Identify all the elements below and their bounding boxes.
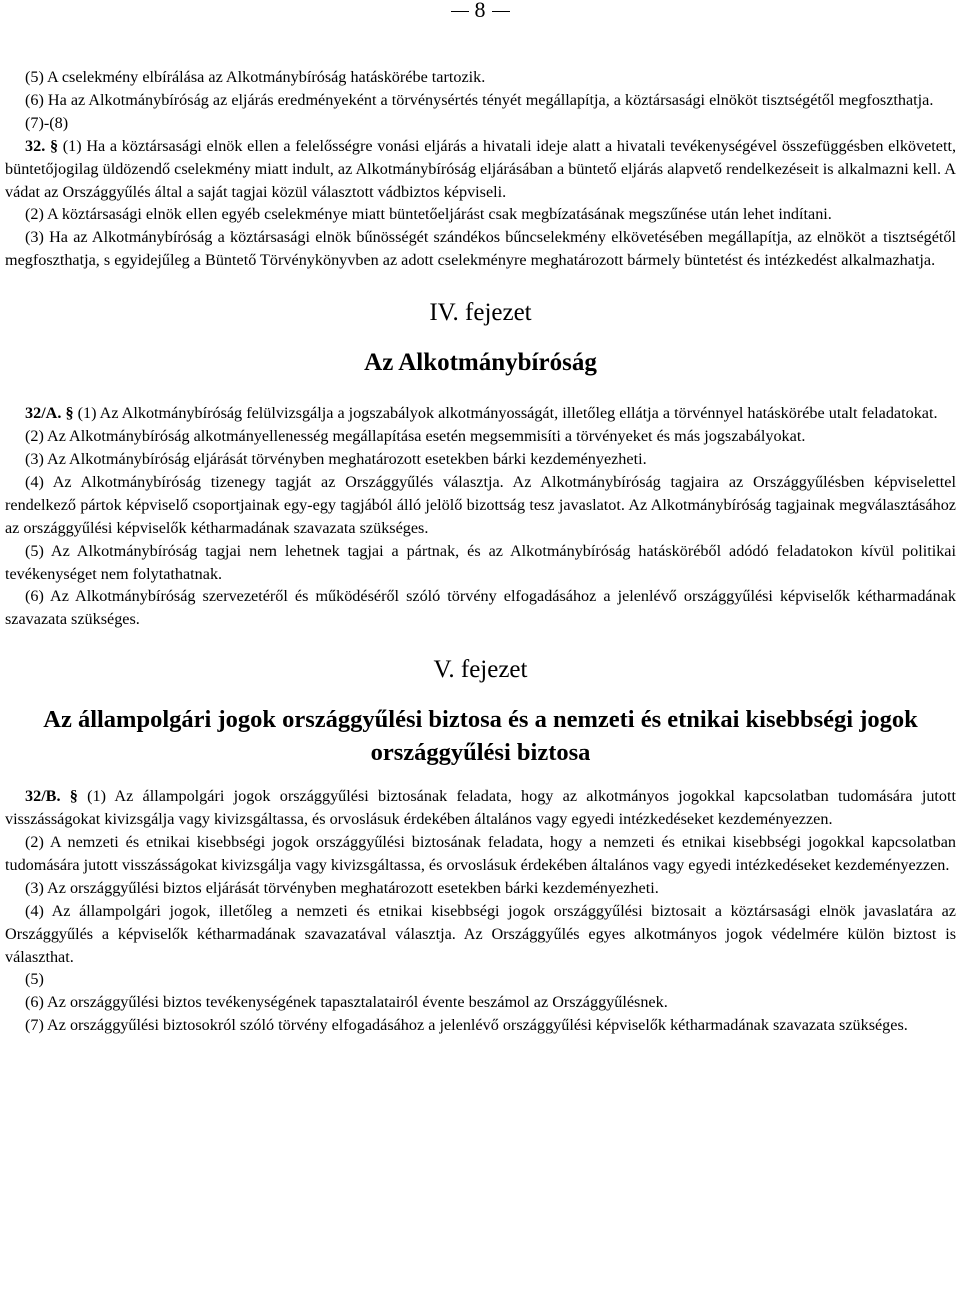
section-number: 32. § [25,136,59,155]
chapter-4-number: IV. fejezet [429,299,532,327]
paragraph-7-8: (7)-(8) [25,113,69,132]
section-32b-para-1: 32/B. § (1) Az állampolgári jogok országgyűlési biztosának feladata, hogy az alkotmányos jogokkal kapcsolatban tudomására jutott visszásságokat kivizsgálja vagy kivizsgáltassa, és orvoslásuk érdekében általános vagy egyedi intézkedéseket kezdeményezzen. [5,787,956,829]
section-32a-para-2: (2) Az Alkotmánybíróság alkotmányellenesség megállapítása esetén megsemmisíti a törvényeket és más jogszabályokat. [25,427,806,446]
section-32b-para-5: (5) [25,970,44,989]
page-number-dash-left [451,11,469,12]
section-32-para-2: (2) A köztársasági elnök ellen egyéb cselekménye miatt büntetőeljárást csak megbízatásának megszűnése után lehet indítani. [25,205,832,224]
paragraph-5: (5) A cselekmény elbírálása az Alkotmánybíróság hatáskörébe tartozik. [25,68,486,86]
chapter-4-title: Az Alkotmánybíróság [364,349,597,377]
section-number: 32/A. § [25,404,74,423]
chapter-5-title: Az állampolgári jogok országgyűlési biztosa és a nemzeti és etnikai kisebbségi jogok országgyűlési biztosa [43,706,918,767]
paragraph-6: (6) Ha az Alkotmánybíróság az eljárás eredményeként a törvénysértés tényét megállapítja, a köztársasági elnököt tisztségétől megfoszthatja. [25,90,934,109]
section-32a-para-5: (5) Az Alkotmánybíróság tagjai nem lehetnek tagjai a pártnak, és az Alkotmánybíróság hatásköréből adódó feladatokon kívül politikai tevékenységet nem folytathatnak. [5,541,956,583]
section-number: 32/B. § [25,787,78,806]
section-32b-para-7: (7) Az országgyűlési biztosokról szóló törvény elfogadásához a jelenlévő országgyűlési képviselők kétharmadának szavazata szükséges. [25,1016,908,1035]
page-number-value: 8 [474,0,486,22]
page-number [0,0,960,22]
section-32b-para-6: (6) Az országgyűlési biztos tevékenységének tapasztalatairól évente beszámol az Országgyűlésnek. [25,993,668,1012]
section-32a-para-1: 32/A. § (1) Az Alkotmánybíróság felülvizsgálja a jogszabályok alkotmányosságát, illetőleg ellátja a törvénnyel hatáskörébe utalt feladatokat. [25,404,938,423]
section-32-para-1: 32. § (1) Ha a köztársasági elnök ellen a felelősségre vonási eljárás a hivatali ideje alatt a hivatali tevékenységével összefüggésben elkövetett, büntetőjogilag üldözendő cselekmény miatt indult, az Alkotmánybíróság eljárásában a büntető eljárás alapvető rendelkezéseit is alkalmazni kell. A vádat az Országgyűlés által a saját tagjai közül választott vádbiztos képviseli. [5,136,957,201]
document-body [5,66,956,1037]
section-32-para-3: (3) Ha az Alkotmánybíróság a köztársasági elnök bűnösségét szándékos bűncselekmény elkövetésében megállapítja, az elnököt a tisztségétől megfoszthatja, s egyidejűleg a Büntető Törvénykönyvben az adott cselekményre meghatározott bármely büntetést és intézkedést alkalmazhatja. [5,228,956,270]
section-32b-para-3: (3) Az országgyűlési biztos eljárását törvényben meghatározott esetekben bárki kezdeményezheti. [25,878,659,897]
section-32a-para-4: (4) Az Alkotmánybíróság tizenegy tagját az Országgyűlés választja. Az Alkotmánybíróság tagjaira az Országgyűlésben képviselettel rendelkező pártok képviselő csoportjainak egy-egy tagjából álló jelölő bizottság tesz javaslatot. Az Alkotmánybíróság tagjainak megválasztásához az országgyűlési képviselők kétharmadának szavazata szükséges. [5,472,956,537]
chapter-5-number: V. fejezet [433,656,528,684]
section-32b-para-2: (2) A nemzeti és etnikai kisebbségi jogok országgyűlési biztosának feladata, hogy a nemzeti és etnikai kisebbségi jogokkal kapcsolatban tudomására jutott visszásságokat kivizsgálja vagy kivizsgáltassa, és orvoslásuk érdekében általános vagy egyedi intézkedéseket kezdeményezzen. [5,833,956,874]
page-number-dash-right [492,11,510,12]
section-32a-para-6: (6) Az Alkotmánybíróság szervezetéről és működéséről szóló törvény elfogadásához a jelenlévő országgyűlési képviselők kétharmadának szavazata szükséges. [5,587,956,629]
section-32a-para-3: (3) Az Alkotmánybíróság eljárását törvényben meghatározott esetekben bárki kezdeményezheti. [25,449,647,468]
section-32b-para-4: (4) Az állampolgári jogok, illetőleg a nemzeti és etnikai kisebbségi jogok országgyűlési biztosait a köztársasági elnök javaslatára az Országgyűlés a képviselők kétharmadának szavazatával választja. Az Országgyűlés egyes alkotmányos jogok védelmére külön biztost is választhat. [5,901,956,966]
